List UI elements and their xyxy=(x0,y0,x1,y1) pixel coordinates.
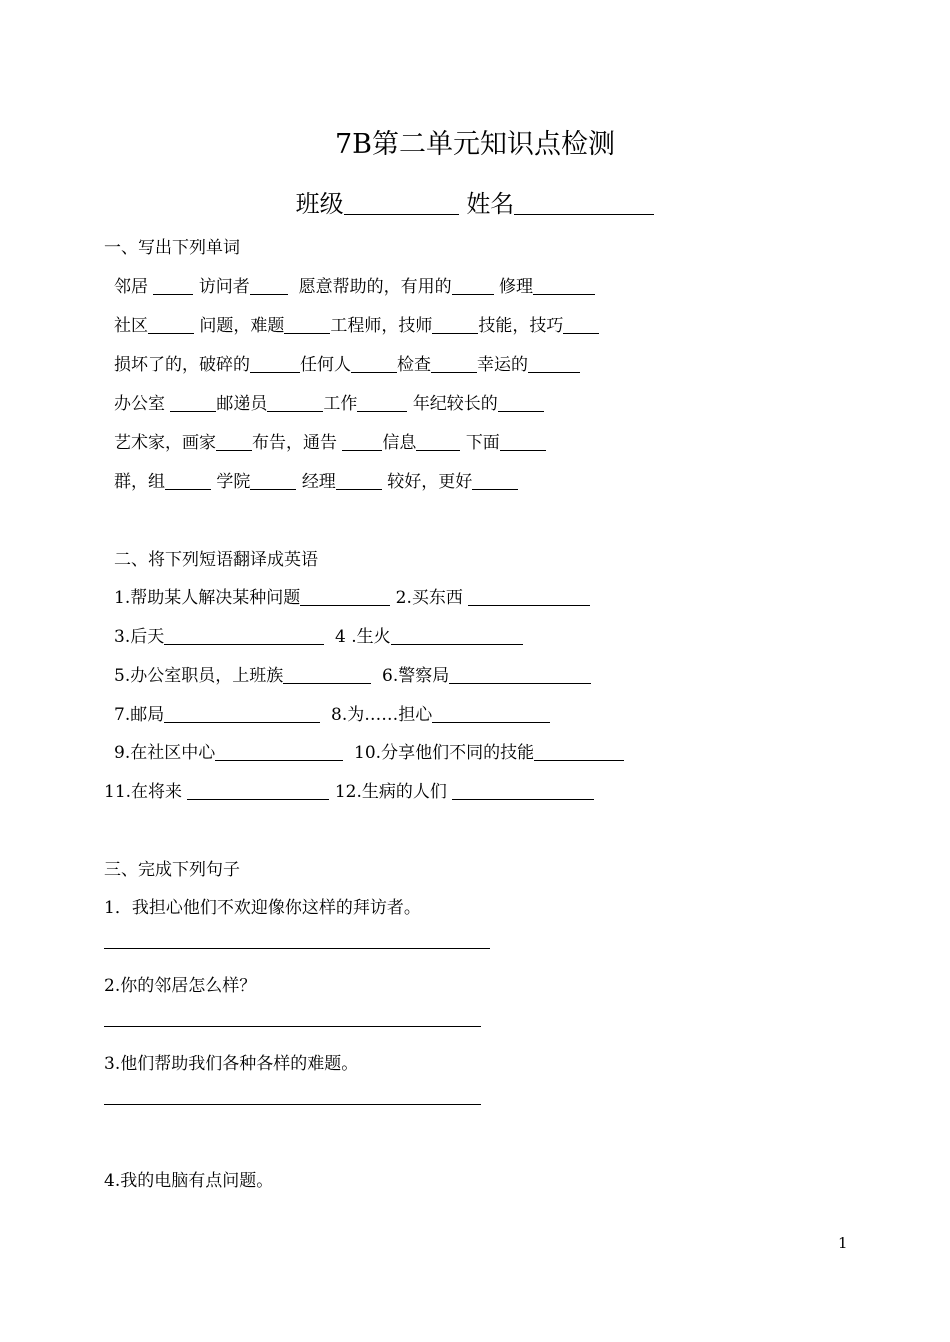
word-blank[interactable] xyxy=(563,315,599,334)
phrase-prompt: 1.帮助某人解决某种问题 xyxy=(114,588,301,608)
answer-line[interactable] xyxy=(104,948,490,949)
sentence-prompt: 1．我担心他们不欢迎像你这样的拜访者。 xyxy=(104,898,421,918)
word-prompt: 学院 xyxy=(216,472,251,492)
word-blank[interactable] xyxy=(267,393,323,412)
answer-line[interactable] xyxy=(104,1026,481,1027)
word-blank[interactable] xyxy=(452,276,494,295)
word-prompt: 检查 xyxy=(397,355,431,375)
word-prompt: 技能，技巧 xyxy=(478,316,564,336)
phrase-blank[interactable] xyxy=(164,704,320,723)
word-row xyxy=(114,389,544,414)
phrase-row xyxy=(114,700,550,725)
word-prompt: 社区 xyxy=(114,316,148,336)
word-prompt: 工作 xyxy=(323,394,358,414)
section2-heading: 二、将下列短语翻译成英语 xyxy=(114,550,318,570)
word-blank[interactable] xyxy=(170,393,216,412)
word-prompt: 群，组 xyxy=(114,472,165,492)
word-blank[interactable] xyxy=(416,432,460,451)
word-row xyxy=(114,467,518,492)
class-label: 班级 xyxy=(295,190,344,218)
phrase-prompt: 7.邮局 xyxy=(114,705,165,725)
word-blank[interactable] xyxy=(500,432,546,451)
phrase-blank[interactable] xyxy=(187,781,329,800)
word-blank[interactable] xyxy=(498,393,544,412)
word-blank[interactable] xyxy=(250,276,288,295)
word-prompt: 访问者 xyxy=(198,277,250,297)
word-row xyxy=(114,428,546,453)
word-row xyxy=(114,350,580,375)
word-prompt: 损坏了的，破碎的 xyxy=(114,355,250,375)
phrase-blank[interactable] xyxy=(164,626,324,645)
phrase-blank[interactable] xyxy=(215,742,343,761)
word-prompt: 年纪较长的 xyxy=(412,394,498,414)
phrase-row xyxy=(114,622,523,647)
word-prompt: 布告，通告 xyxy=(252,433,337,453)
word-blank[interactable] xyxy=(351,354,397,373)
phrase-blank[interactable] xyxy=(283,665,371,684)
phrase-prompt: 9.在社区中心 xyxy=(114,743,216,763)
word-blank[interactable] xyxy=(284,315,330,334)
phrase-prompt: 3.后天 xyxy=(114,627,165,647)
word-blank[interactable] xyxy=(472,471,518,490)
class-blank[interactable] xyxy=(344,189,459,215)
sentence-prompt: 4.我的电脑有点问题。 xyxy=(104,1171,274,1191)
phrase-blank[interactable] xyxy=(300,587,390,606)
phrase-prompt: 8.为……担心 xyxy=(331,705,433,725)
section3-heading: 三、完成下列句子 xyxy=(104,860,240,880)
word-prompt: 愿意帮助的，有用的 xyxy=(298,277,452,297)
word-blank[interactable] xyxy=(336,471,382,490)
phrase-row xyxy=(104,777,594,802)
word-prompt: 修理 xyxy=(499,277,534,297)
word-blank[interactable] xyxy=(342,432,382,451)
section1-heading: 一、写出下列单词 xyxy=(104,238,240,258)
page-title: 7B第二单元知识点检测 xyxy=(334,129,616,160)
word-row xyxy=(114,272,595,297)
word-blank[interactable] xyxy=(148,315,194,334)
page-number: 1 xyxy=(838,1234,848,1252)
phrase-prompt: 6.警察局 xyxy=(382,666,450,686)
word-prompt: 邮递员 xyxy=(216,394,268,414)
sentence-prompt: 2.你的邻居怎么样？ xyxy=(104,976,257,996)
word-prompt: 信息 xyxy=(382,433,417,453)
phrase-prompt: 4 .生火 xyxy=(335,627,391,647)
phrase-row xyxy=(114,738,624,763)
answer-line[interactable] xyxy=(104,1104,481,1105)
phrase-prompt: 10.分享他们不同的技能 xyxy=(354,743,535,763)
word-blank[interactable] xyxy=(165,471,211,490)
word-blank[interactable] xyxy=(250,354,300,373)
phrase-prompt: 5.办公室职员，上班族 xyxy=(114,666,284,686)
name-blank[interactable] xyxy=(514,189,654,215)
word-prompt: 艺术家，画家 xyxy=(114,433,216,453)
sentence-prompt: 3.他们帮助我们各种各样的难题。 xyxy=(104,1054,359,1074)
word-prompt: 经理 xyxy=(301,472,336,492)
phrase-prompt: 2.买东西 xyxy=(395,588,463,608)
word-prompt: 办公室 xyxy=(114,394,165,414)
word-prompt: 工程师，技师 xyxy=(330,316,433,336)
word-blank[interactable] xyxy=(432,315,478,334)
phrase-blank[interactable] xyxy=(468,587,590,606)
phrase-prompt: 12.生病的人们 xyxy=(334,782,447,802)
phrase-blank[interactable] xyxy=(452,781,594,800)
word-prompt: 问题，难题 xyxy=(199,316,285,336)
word-row xyxy=(114,311,599,336)
word-blank[interactable] xyxy=(153,276,193,295)
phrase-blank[interactable] xyxy=(449,665,591,684)
phrase-row xyxy=(114,583,590,608)
student-info-line xyxy=(0,184,950,219)
word-prompt: 邻居 xyxy=(114,277,148,297)
word-prompt: 较好，更好 xyxy=(387,472,473,492)
word-blank[interactable] xyxy=(357,393,407,412)
word-prompt: 幸运的 xyxy=(477,355,528,375)
phrase-blank[interactable] xyxy=(391,626,523,645)
word-blank[interactable] xyxy=(431,354,477,373)
phrase-row xyxy=(114,661,591,686)
word-blank[interactable] xyxy=(250,471,296,490)
phrase-blank[interactable] xyxy=(534,742,624,761)
word-prompt: 下面 xyxy=(465,433,500,453)
word-blank[interactable] xyxy=(533,276,595,295)
word-prompt: 任何人 xyxy=(300,355,351,375)
word-blank[interactable] xyxy=(216,432,252,451)
phrase-blank[interactable] xyxy=(432,704,550,723)
phrase-prompt: 11.在将来 xyxy=(104,782,183,802)
name-label: 姓名 xyxy=(466,190,515,218)
word-blank[interactable] xyxy=(528,354,580,373)
